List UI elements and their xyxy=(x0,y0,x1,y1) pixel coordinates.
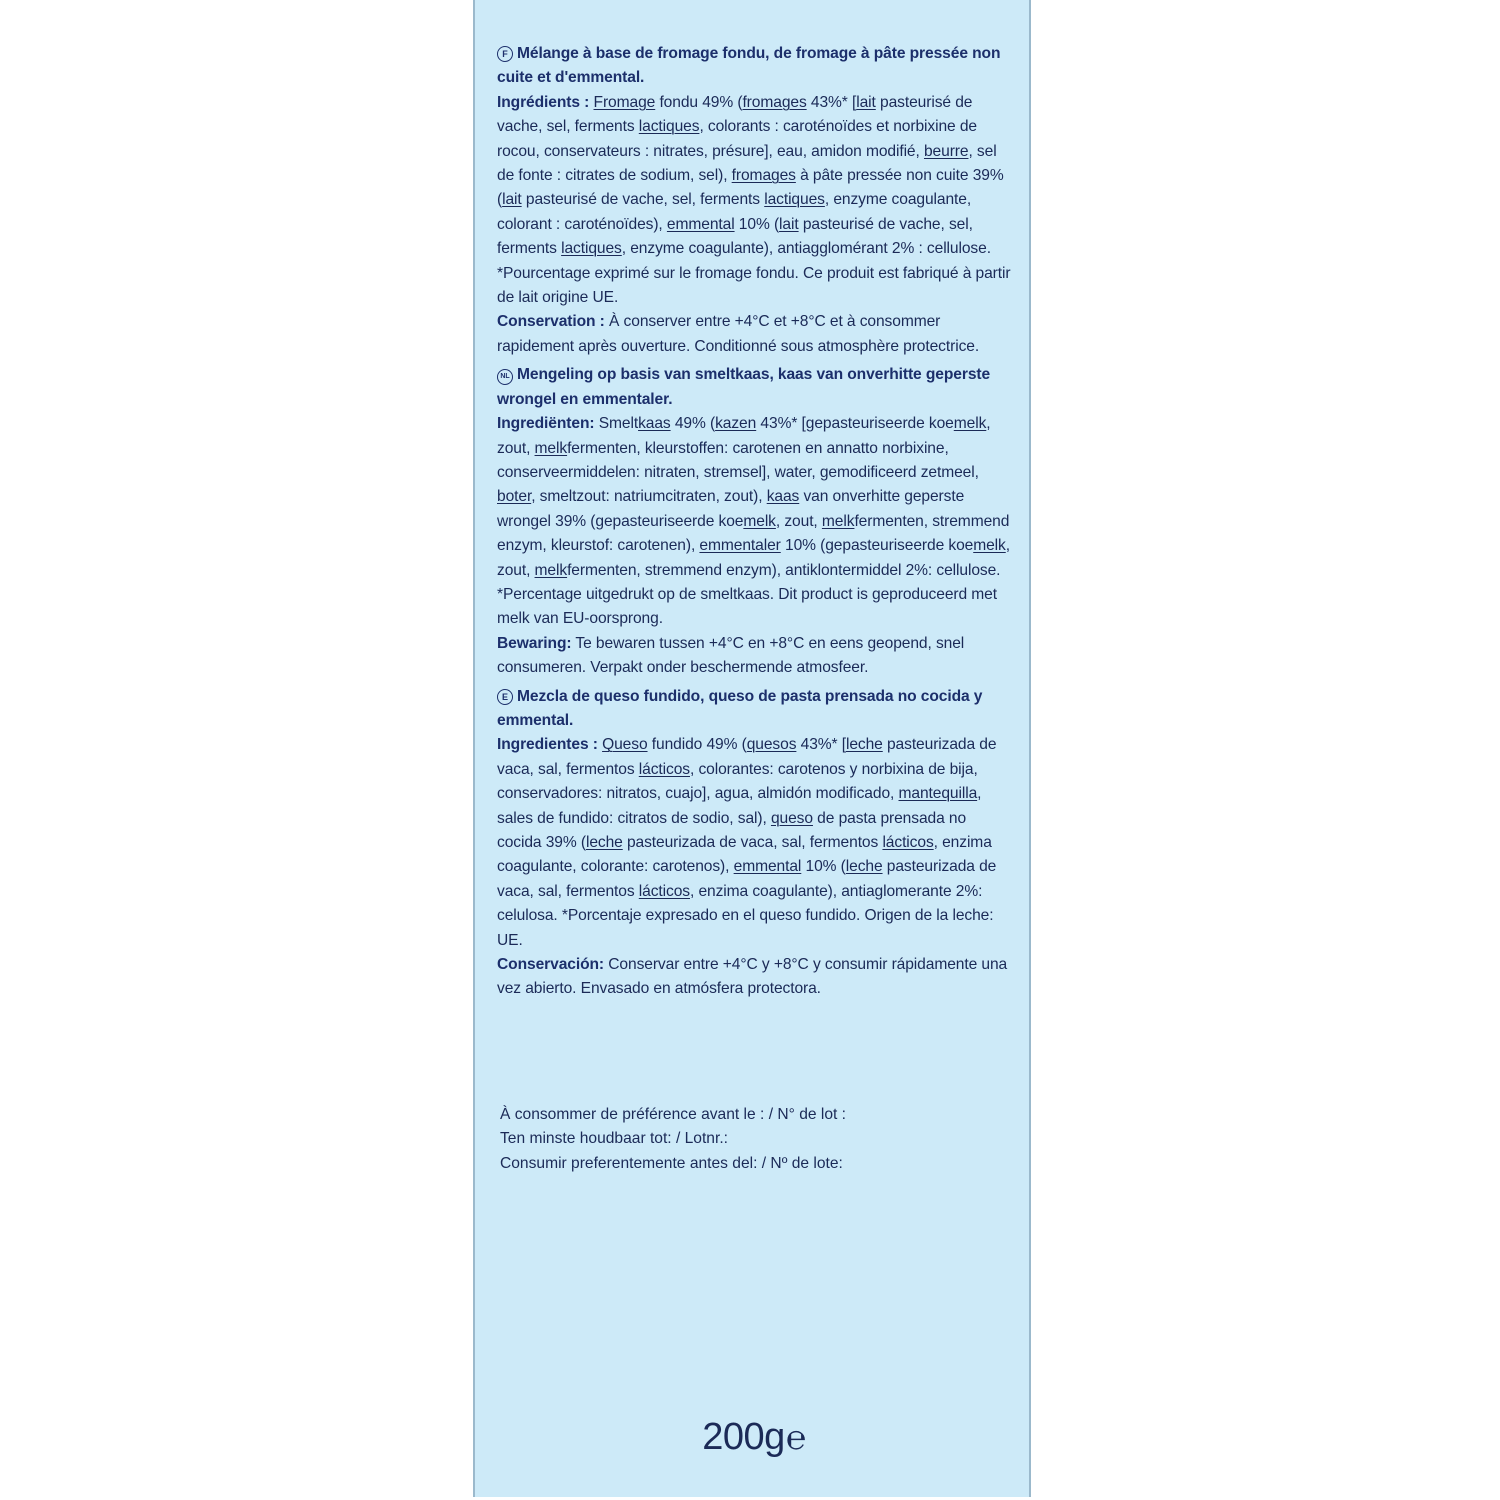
allergen-text: melk xyxy=(953,415,987,433)
best-before-line-fr: À consommer de préférence avant le : / N° de lot : xyxy=(500,1106,847,1123)
allergen-text: lait xyxy=(779,215,799,233)
ingredient-text: , enzima coagulante), antiaglomerante 2%: celulosa. *Porcentaje expresado en el queso fundido. Origen de la leche: UE. xyxy=(497,882,994,949)
ingredient-text: , enzyme coagulante, colorant : caroténoïdes), xyxy=(497,191,972,233)
allergen-text: mantequilla xyxy=(898,785,978,803)
ingredient-text: pasteurisé de vache, sel, ferments xyxy=(521,191,765,209)
ingredient-text: , smeltzout: natriumcitraten, zout), xyxy=(531,488,767,506)
ingredient-text: fermenten, stremmend enzym, kleurstof: carotenen), xyxy=(497,512,1010,555)
allergen-text: queso xyxy=(770,809,813,827)
ingredient-text: 43%* [ xyxy=(796,736,846,754)
storage-text: À conserver entre +4°C et +8°C et à consommer rapidement après ouverture. Conditionné sous atmosphère protectrice. xyxy=(497,313,980,355)
allergen-text: melk xyxy=(534,561,568,579)
ingredient-text: de pasta prensada no cocida 39% ( xyxy=(497,809,967,851)
ingredient-text: van onverhitte geperste wrongel 39% (gepasteuriseerde koe xyxy=(497,488,965,530)
ingredient-text: 43%* [gepasteuriseerde koe xyxy=(756,415,954,433)
ingredient-text: , colorantes: carotenos y norbixina de bija, conservadores: nitratos, cuajo], agua, almidón modificado, xyxy=(497,760,978,803)
storage-paragraph xyxy=(497,632,1012,681)
ingredient-text: fermenten, kleurstoffen: carotenen en annatto norbixine, conserveermiddelen: nitraten, stremsel], water, gemodificeerd zetmeel, xyxy=(497,439,979,481)
ingredient-text: pasteurizada de vaca, sal, fermentos xyxy=(497,858,997,900)
allergen-text: melk xyxy=(743,512,776,530)
label-text xyxy=(497,42,1012,1006)
allergen-text: kaas xyxy=(638,415,671,433)
allergen-text: leche xyxy=(845,858,883,876)
product-title xyxy=(497,42,1012,91)
allergen-text: lait xyxy=(856,93,876,111)
product-title-text: Mengeling op basis van smeltkaas, kaas van onverhitte geperste wrongel en emmentaler. xyxy=(497,366,991,408)
ingredient-text: 43%* [ xyxy=(806,93,857,111)
allergen-text: emmentaler xyxy=(699,537,781,555)
estimate-mark: ℮ xyxy=(785,1419,806,1457)
storage-paragraph xyxy=(497,953,1012,1002)
allergen-text: lactiques xyxy=(764,191,825,209)
best-before-line-nl: Ten minste houdbaar tot: / Lotnr.: xyxy=(500,1130,728,1148)
storage-paragraph xyxy=(497,310,1012,359)
ingredients-label: Ingredientes : xyxy=(497,736,598,754)
allergen-text: lácticos xyxy=(638,760,690,778)
allergen-text: quesos xyxy=(746,736,797,754)
ingredient-text: 49% ( xyxy=(670,415,716,433)
allergen-text: lactiques xyxy=(638,118,700,136)
ingredient-text: pasteurisé de vache, sel, ferments xyxy=(497,215,973,258)
ingredient-text: , sales de fundido: citratos de sodio, sal), xyxy=(497,785,982,827)
ingredient-text: , sel de fonte : citrates de sodium, sel), xyxy=(497,142,997,185)
ingredient-text: pasteurisé de vache, sel, ferments xyxy=(497,93,973,136)
ingredients-label: Ingrédients : xyxy=(497,93,590,111)
net-weight xyxy=(475,1413,1033,1462)
ingredient-text: 10% (gepasteuriseerde koe xyxy=(780,537,974,555)
ingredient-text: , zout, xyxy=(497,415,991,457)
language-code-icon: F xyxy=(497,46,513,62)
ingredient-text: pasteurizada de vaca, sal, fermentos xyxy=(497,736,997,778)
ingredients-paragraph xyxy=(497,733,1012,953)
ingredients-label: Ingrediënten: xyxy=(497,415,595,433)
allergen-text: fromages xyxy=(731,167,796,185)
product-title xyxy=(497,685,1012,734)
ingredient-text: pasteurizada de vaca, sal, fermentos xyxy=(622,834,883,851)
ingredient-text: , enzima coagulante, colorante: carotenos), xyxy=(497,834,992,876)
allergen-text: emmental xyxy=(733,858,802,876)
allergen-text: melk xyxy=(534,439,568,457)
section-es xyxy=(497,685,1012,1002)
ingredient-text: fondu 49% ( xyxy=(655,93,743,111)
ingredient-text: fermenten, stremmend enzym), antiklontermiddel 2%: cellulose. *Percentage uitgedrukt op de smeltkaas. Dit product is geproduceerd met melk van EU-oorsprong. xyxy=(497,561,1001,628)
allergen-text: leche xyxy=(845,736,883,754)
language-code-icon: E xyxy=(497,689,513,705)
allergen-text: Queso xyxy=(602,736,648,754)
ingredient-text: , colorants : caroténoïdes et norbixine de rocou, conservateurs : nitrates, présure], eau, amidon modifié, xyxy=(497,118,977,160)
allergen-text: Fromage xyxy=(593,93,656,111)
language-code-icon: NL xyxy=(497,369,513,385)
ingredient-text: , zout, xyxy=(497,537,1010,579)
product-title-text: Mélange à base de fromage fondu, de fromage à pâte pressée non cuite et d'emmental. xyxy=(497,45,1001,87)
best-before-block xyxy=(500,1103,1010,1176)
allergen-text: melk xyxy=(821,512,855,530)
allergen-text: fromages xyxy=(742,93,807,111)
storage-text: Conservar entre +4°C y +8°C y consumir rápidamente una vez abierto. Envasado en atmósfera protectora. xyxy=(497,956,1008,998)
label-panel xyxy=(473,0,1031,1497)
allergen-text: kaas xyxy=(766,488,800,506)
allergen-text: lait xyxy=(502,191,522,209)
storage-label: Conservation : xyxy=(497,313,605,331)
allergen-text: lactiques xyxy=(561,240,622,258)
allergen-text: melk xyxy=(973,537,1006,555)
ingredient-text: , zout, xyxy=(775,512,822,530)
storage-text: Te bewaren tussen +4°C en +8°C en eens geopend, snel consumeren. Verpakt onder beschermende atmosfeer. xyxy=(497,634,965,677)
ingredient-text: , enzyme coagulante), antiagglomérant 2% : cellulose. *Pourcentage exprimé sur le fromage fondu. Ce produit est fabriqué à partir de lait origine UE. xyxy=(497,240,1011,307)
ingredient-text: à pâte pressée non cuite 39% ( xyxy=(497,167,1004,209)
ingredients-paragraph xyxy=(497,412,1012,632)
ingredient-text: fundido 49% ( xyxy=(647,736,747,754)
allergen-text: lácticos xyxy=(882,834,934,851)
allergen-text: beurre xyxy=(923,142,969,160)
ingredient-text: 10% ( xyxy=(801,858,846,876)
allergen-text: lácticos xyxy=(638,882,690,900)
net-weight-value: 200g xyxy=(702,1416,785,1458)
section-fr xyxy=(497,42,1012,359)
best-before-line-es: Consumir preferentemente antes del: / Nº de lote: xyxy=(500,1154,843,1172)
ingredient-text: Smelt xyxy=(594,415,639,433)
allergen-text: boter xyxy=(497,488,532,506)
allergen-text: emmental xyxy=(666,215,735,233)
section-nl xyxy=(497,363,1012,680)
product-title-text: Mezcla de queso fundido, queso de pasta prensada no cocida y emmental. xyxy=(497,687,983,729)
storage-label: Conservación: xyxy=(497,956,605,974)
storage-label: Bewaring: xyxy=(497,634,572,652)
ingredient-text: 10% ( xyxy=(734,215,780,233)
ingredients-paragraph xyxy=(497,91,1012,311)
allergen-text: kazen xyxy=(715,415,757,433)
product-title xyxy=(497,363,1012,412)
allergen-text: leche xyxy=(585,834,623,851)
